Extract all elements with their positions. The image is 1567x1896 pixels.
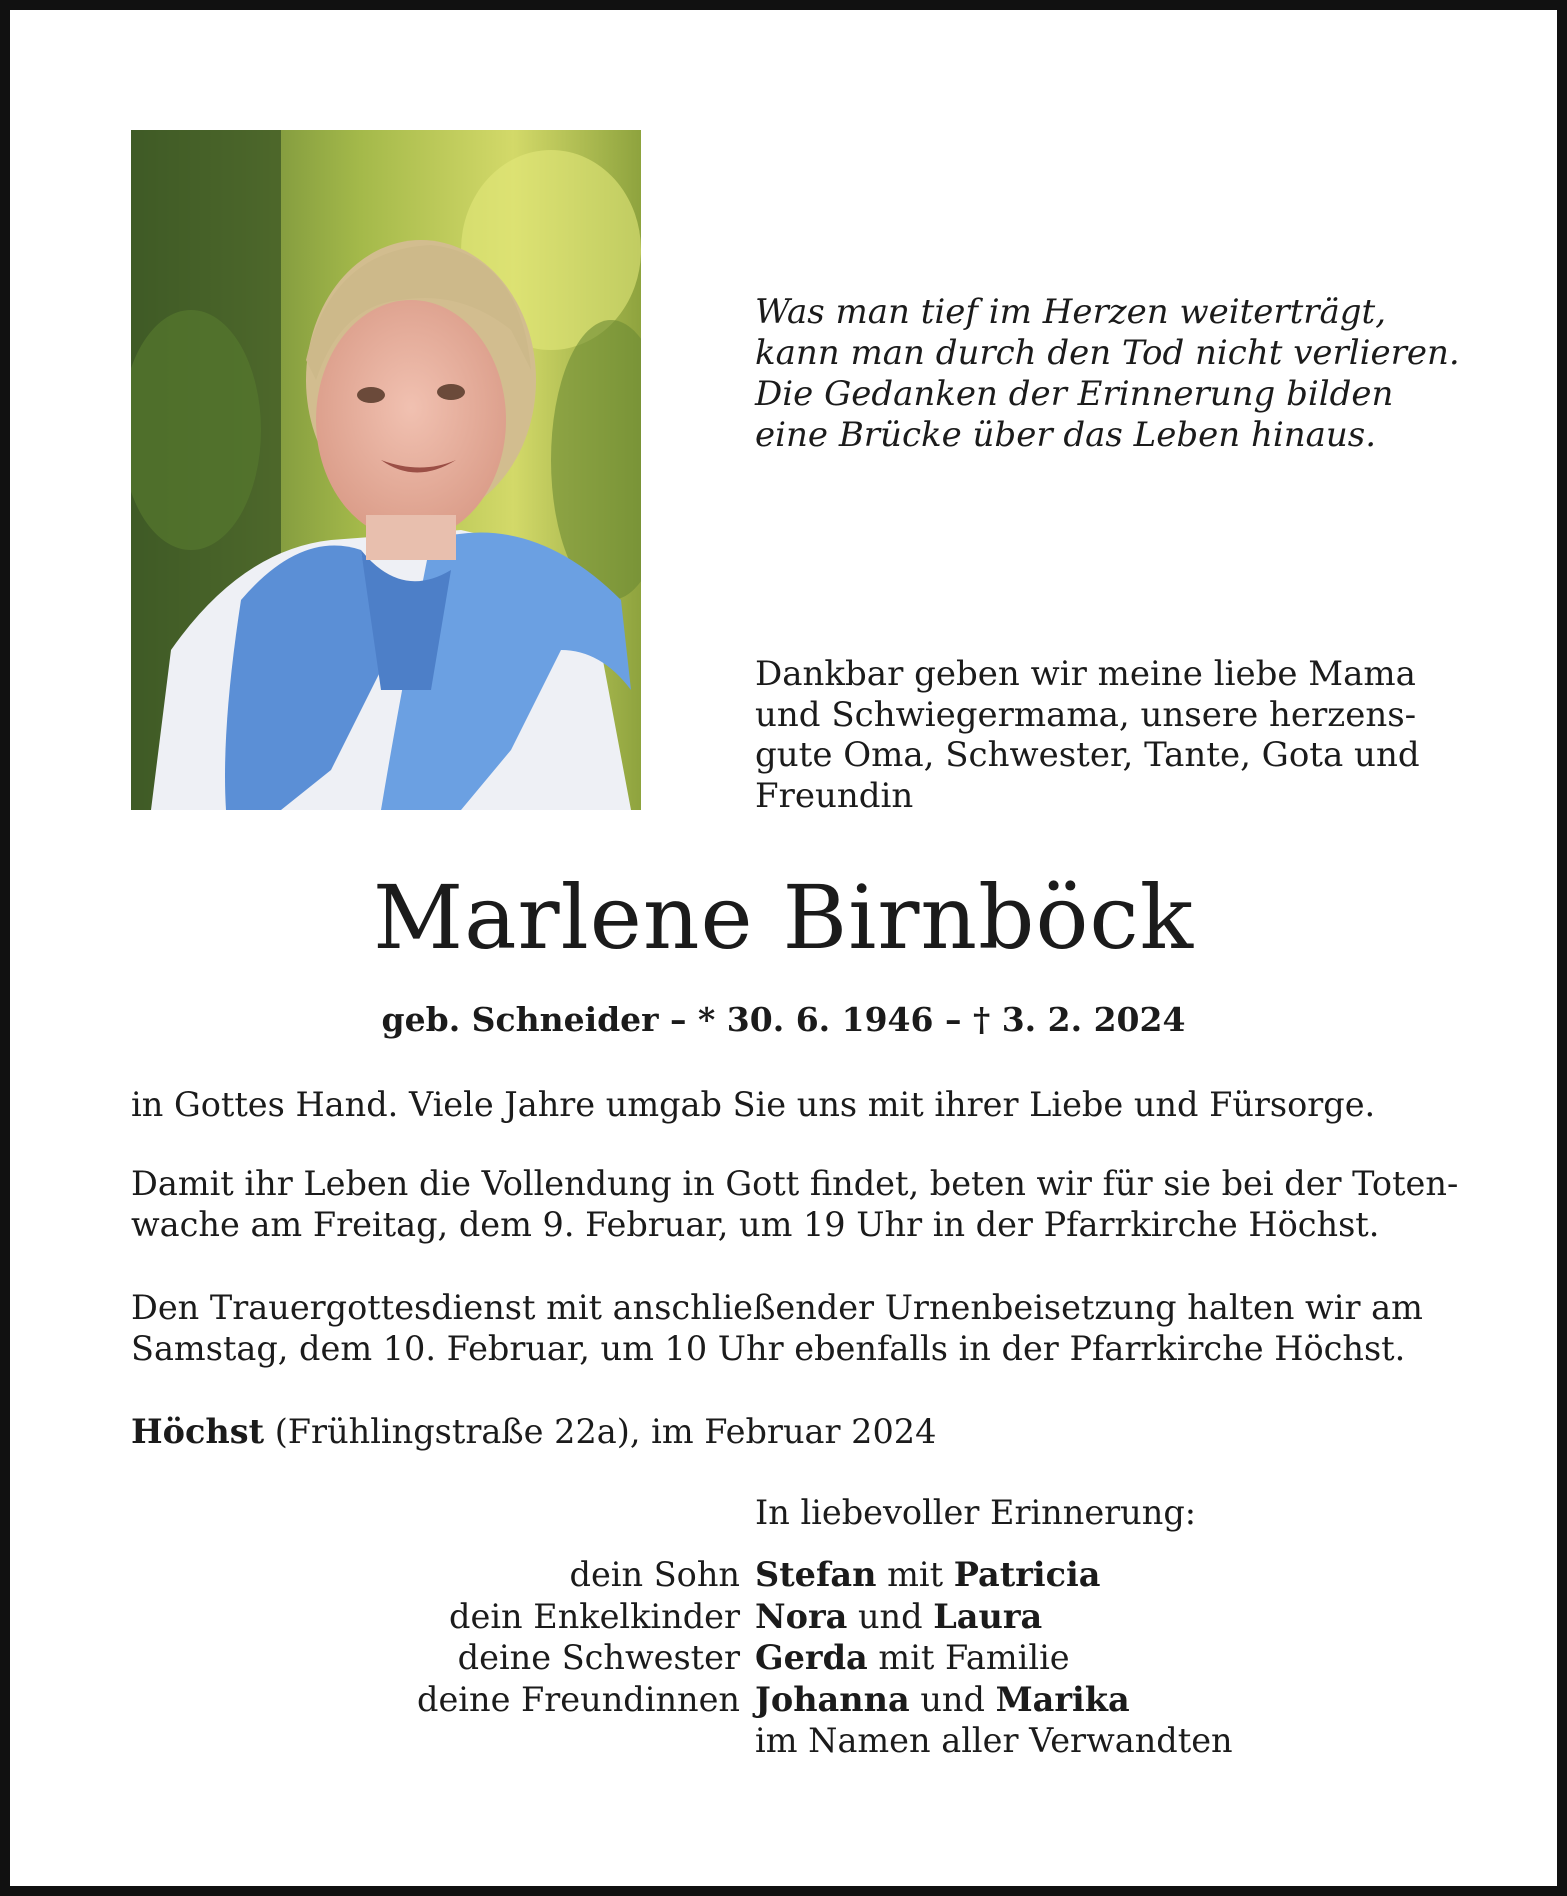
paragraph-wake — [131, 1163, 1459, 1245]
memorial-poem — [755, 292, 1475, 456]
mourner-row — [300, 1637, 1300, 1679]
mourner-name: Marika — [995, 1679, 1130, 1719]
mourner-row — [300, 1720, 1300, 1762]
poem-line: Die Gedanken der Erinnerung bilden — [755, 374, 1394, 414]
paragraph-line: in Gottes Hand. Viele Jahre umgab Sie uns mit ihrer Liebe und Fürsorge. — [131, 1085, 1376, 1124]
place-rest: (Frühlingstraße 22a), im Februar 2024 — [264, 1412, 937, 1451]
mourner-relation: dein Enkelkinder — [449, 1596, 740, 1636]
place-date-line — [131, 1411, 1451, 1452]
poem-line: kann man durch den Tod nicht verlieren. — [755, 333, 1460, 373]
deceased-name: Marlene Birnböck — [372, 866, 1195, 969]
mourner-name: Gerda — [755, 1638, 868, 1677]
intro-line: Freundin — [755, 775, 914, 816]
place-town: Höchst — [131, 1412, 265, 1451]
mourner-joiner: und — [909, 1679, 996, 1719]
mourners-closing: im Namen aller Verwandten — [755, 1721, 1233, 1760]
intro-line: gute Oma, Schwester, Tante, Gota und — [755, 735, 1420, 775]
portrait-image — [131, 130, 641, 810]
intro-text — [755, 654, 1440, 816]
poem-line: eine Brücke über das Leben hinaus. — [755, 415, 1377, 455]
mourner-row — [300, 1596, 1300, 1638]
paragraph-line: Samstag, dem 10. Februar, um 10 Uhr ebenfalls in der Pfarrkirche Höchst. — [131, 1329, 1406, 1368]
portrait-photo — [131, 130, 641, 810]
intro-line: und Schwiegermama, unsere herzens- — [755, 694, 1417, 735]
mourner-name: Johanna — [755, 1679, 910, 1719]
deceased-dates: geb. Schneider – * 30. 6. 1946 – † 3. 2. 2024 — [381, 1000, 1186, 1039]
mourner-relation: dein Sohn — [569, 1555, 740, 1594]
mourner-joiner: mit Familie — [867, 1638, 1070, 1677]
mourner-joiner: und — [847, 1596, 934, 1636]
mourner-name: Patricia — [953, 1555, 1101, 1594]
mourners-list — [300, 1554, 1300, 1762]
mourner-relation: deine Schwester — [457, 1638, 740, 1677]
poem-line: Was man tief im Herzen weiterträgt, — [755, 292, 1387, 332]
mourner-name: Nora — [755, 1596, 848, 1636]
intro-line: Dankbar geben wir meine liebe Mama — [755, 654, 1416, 694]
paragraph-line: Damit ihr Leben die Vollendung in Gott findet, beten wir für sie bei der Toten- — [131, 1164, 1459, 1203]
mourner-name: Laura — [933, 1596, 1043, 1636]
mourner-relation: deine Freundinnen — [417, 1679, 740, 1719]
paragraph-line: Den Trauergottesdienst mit anschließender Urnenbeisetzung halten wir am — [131, 1288, 1423, 1327]
mourner-name: Stefan — [755, 1555, 877, 1594]
mourner-row — [300, 1679, 1300, 1721]
paragraph-funeral — [131, 1287, 1451, 1369]
paragraph-line: wache am Freitag, dem 9. Februar, um 19 Uhr in der Pfarrkirche Höchst. — [131, 1205, 1380, 1244]
mourners-heading: In liebevoller Erinnerung: — [755, 1493, 1197, 1532]
mourner-row — [300, 1554, 1300, 1596]
mourner-joiner: mit — [876, 1555, 954, 1594]
paragraph-gods-hand — [131, 1084, 1451, 1125]
